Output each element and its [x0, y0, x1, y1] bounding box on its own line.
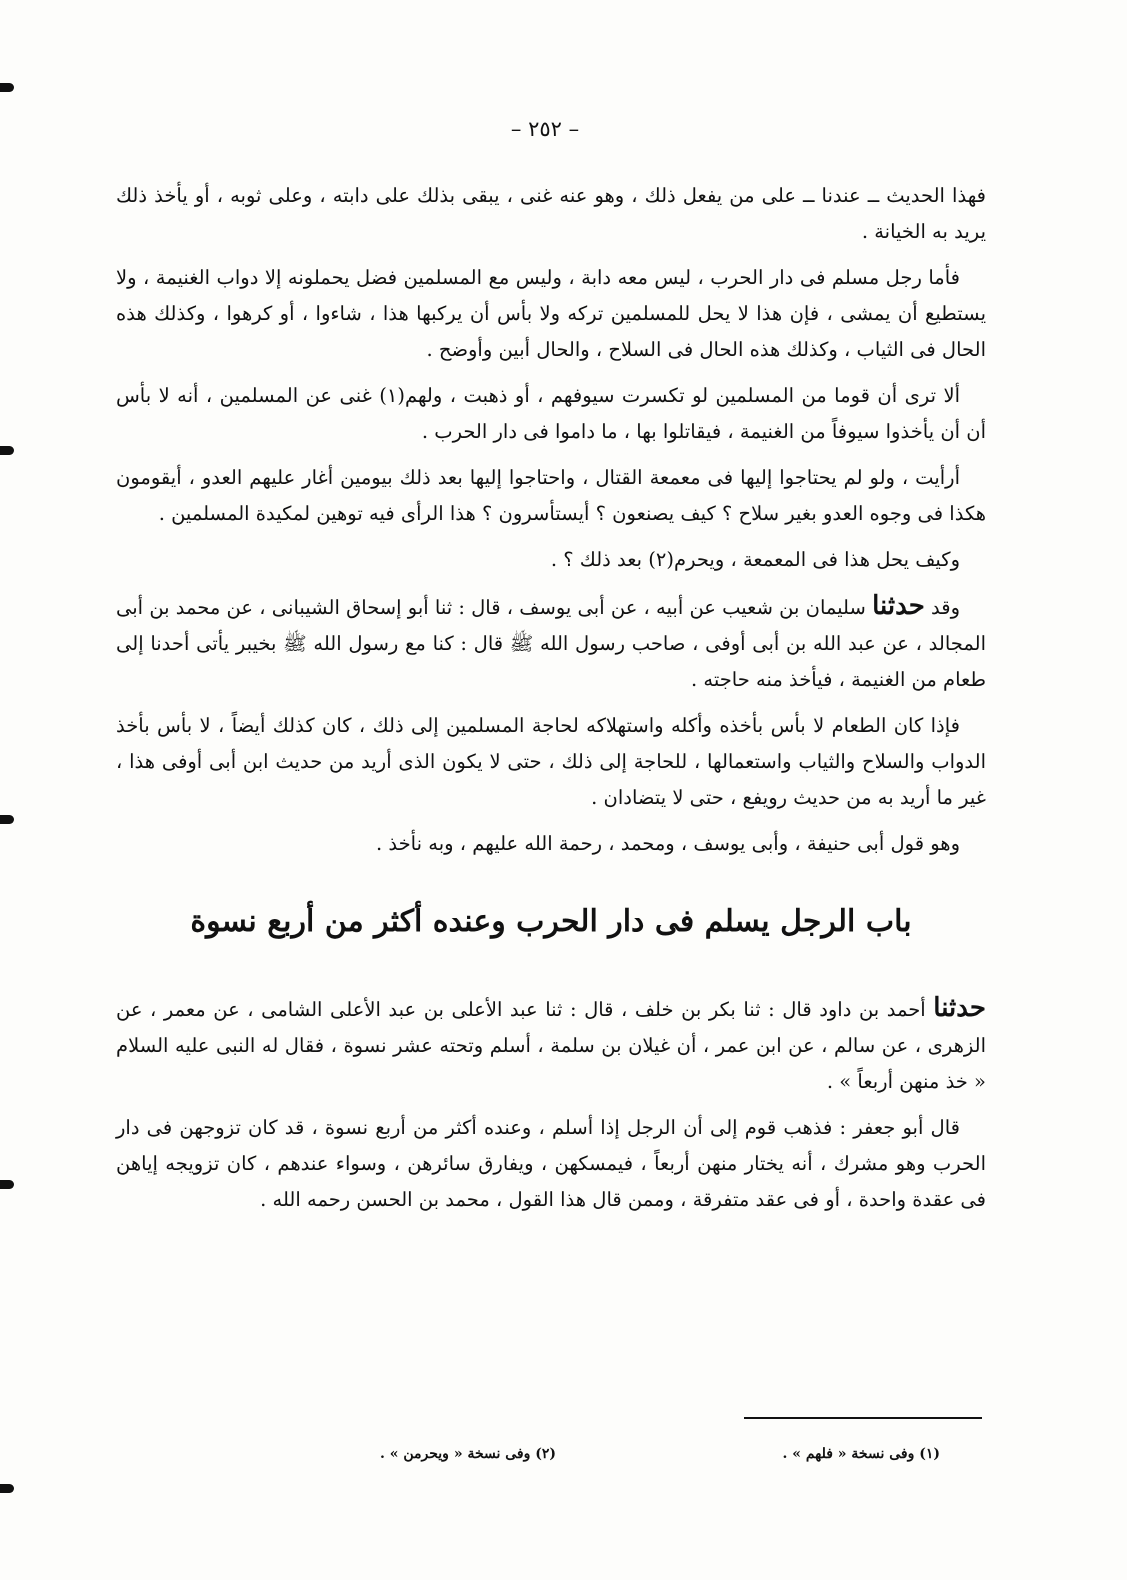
- paragraph-prefix: وقد: [924, 596, 960, 619]
- hadith-lead-word: حدثنا: [872, 591, 925, 621]
- paragraph: [116, 708, 986, 816]
- paragraph-text: أرأيت ، ولو لم يحتاجوا إليها فى معمعة القتال ، واحتاجوا إليها بعد ذلك بيومين أغار عليهم العدو ، أيقومون هكذا فى وجوه العدو بغير سلاح ؟ كيف يصنعون ؟ أيستأسرون ؟ هذا الرأى فيه توهين لمكيدة المسلمين .: [116, 466, 986, 525]
- paragraph: [116, 378, 986, 450]
- paragraph-text: فأما رجل مسلم فى دار الحرب ، ليس معه دابة ، وليس مع المسلمين فضل يحملونه إلا دواب الغنيمة ، ولا يستطيع أن يمشى ، فإن هذا لا يحل للمسلمين تركه ولا بأس أن يركبها هذا ، شاءوا ، أو كرهوا ، وكذلك هذه الحال فى الثياب ، وكذلك هذه الحال فى السلاح ، والحال أبين وأوضح .: [116, 266, 986, 361]
- scan-edge-mark: [0, 1180, 14, 1189]
- footnote-1: (١) وفى نسخة « فلهم » .: [782, 1446, 940, 1462]
- paragraph-text: فإذا كان الطعام لا بأس بأخذه وأكله واستهلاكه لحاجة المسلمين إلى ذلك ، كان كذلك أيضاً ، لا بأس بأخذ الدواب والسلاح والثياب واستعمالها ، للحاجة إلى ذلك ، حتى لا يكون الذى أريد من حديث ابن أبى أوفى هذا ، غير ما أريد به من حديث رويفع ، حتى لا يتضادان .: [116, 714, 986, 809]
- scan-edge-mark: [0, 446, 14, 455]
- footnotes: [380, 1446, 940, 1462]
- paragraph: [116, 1110, 986, 1218]
- page-body: [116, 178, 986, 1228]
- paragraph: [116, 588, 986, 698]
- paragraph-text: وهو قول أبى حنيفة ، وأبى يوسف ، ومحمد ، رحمة الله عليهم ، وبه نأخذ .: [376, 832, 960, 855]
- paragraph-text: ألا ترى أن قوما من المسلمين لو تكسرت سيوفهم ، أو ذهبت ، ولهم(١) غنى عن المسلمين ، أنه لا بأس أن أن يأخذوا سيوفاً من الغنيمة ، فيقاتلوا بها ، ما داموا فى دار الحرب .: [116, 384, 986, 443]
- paragraph: [116, 826, 986, 862]
- page-number: – ٢٥٢ –: [510, 117, 580, 141]
- paragraph: [116, 542, 986, 578]
- paragraph-text: أحمد بن داود قال : ثنا بكر بن خلف ، قال : ثنا عبد الأعلى بن عبد الأعلى الشامى ، عن معمر ، عن الزهرى ، عن سالم ، عن ابن عمر ، أن غيلان بن سلمة ، أسلم وتحته عشر نسوة ، فقال له النبى عليه السلام « خذ منهن أربعاً » .: [116, 998, 986, 1093]
- footnote-2: (٢) وفى نسخة « ويحرمن » .: [380, 1446, 557, 1462]
- chapter-title: باب الرجل يسلم فى دار الحرب وعنده أكثر من أربع نسوة: [190, 904, 912, 939]
- paragraph-text: قال أبو جعفر : فذهب قوم إلى أن الرجل إذا أسلم ، وعنده أكثر من أربع نسوة ، قد كان تزوجهن فى دار الحرب وهو مشرك ، أنه يختار منهن أربعاً ، فيمسكهن ، ويفارق سائرهن ، وسواء عندهم ، كان تزويجه إياهن فى عقدة واحدة ، أو فى عقد متفرقة ، وممن قال هذا القول ، محمد بن الحسن رحمه الله .: [116, 1116, 986, 1211]
- paragraph-text: وكيف يحل هذا فى المعمعة ، ويحرم(٢) بعد ذلك ؟ .: [550, 548, 960, 571]
- scan-edge-mark: [0, 1484, 14, 1493]
- scan-edge-mark: [0, 83, 14, 92]
- paragraph: [116, 178, 986, 250]
- paragraph-text: سليمان بن شعيب عن أبيه ، عن أبى يوسف ، قال : ثنا أبو إسحاق الشيبانى ، عن محمد بن أبى المجالد ، عن عبد الله بن أبى أوفى ، صاحب رسول الله ﷺ قال : كنا مع رسول الله ﷺ بخيبر يأتى أحدنا إلى طعام من الغنيمة ، فيأخذ منه حاجته .: [116, 596, 986, 691]
- paragraph-text: فهذا الحديث ــ عندنا ــ على من يفعل ذلك ، وهو عنه غنى ، يبقى بذلك على دابته ، وعلى ثوبه ، أو يأخذ ذلك يريد به الخيانة .: [116, 184, 986, 243]
- paragraph: [116, 990, 986, 1100]
- scan-edge-mark: [0, 815, 14, 824]
- paragraph: [116, 460, 986, 532]
- paragraph: [116, 260, 986, 368]
- footnote-divider: [744, 1417, 982, 1419]
- hadith-lead-word: حدثنا: [933, 993, 986, 1023]
